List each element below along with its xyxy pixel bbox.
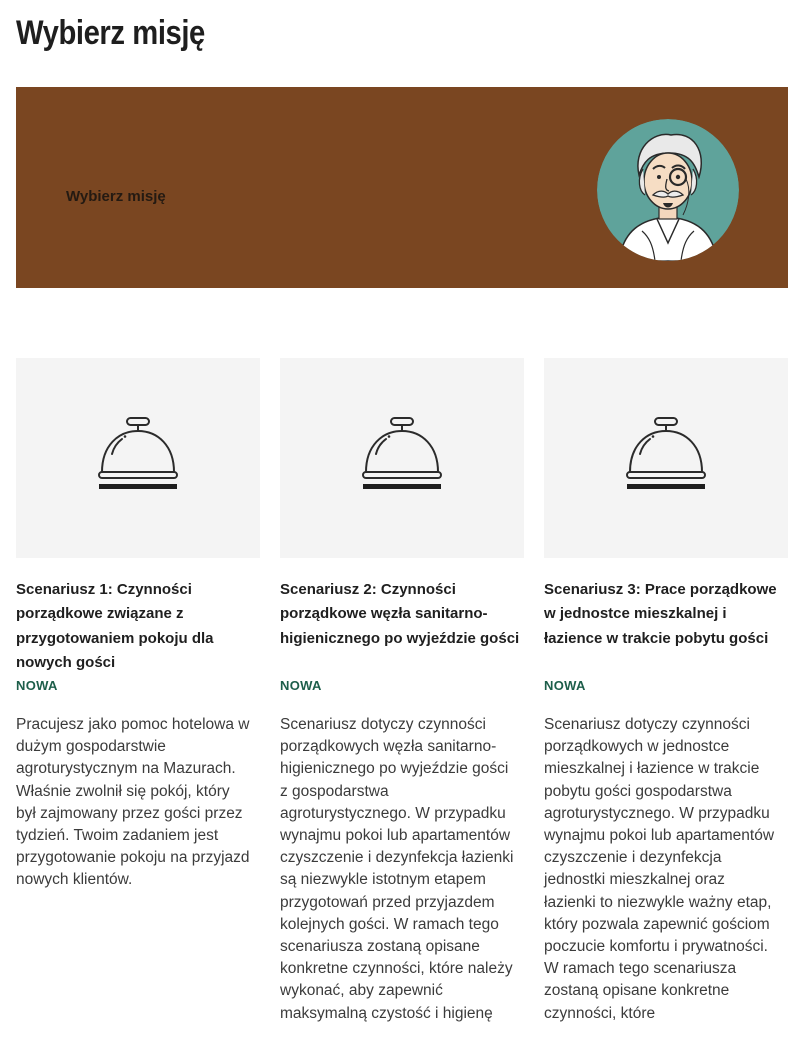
scenario-card-3[interactable] — [544, 358, 788, 1022]
card-title[interactable]: Scenariusz 2: Czynności porządkowe węzła sanitarno-higienicznego po wyjeździe gości — [280, 581, 520, 647]
card-title[interactable]: Scenariusz 1: Czynności porządkowe związane z przygotowaniem pokoju dla nowych gości — [16, 581, 214, 671]
banner-text: Wybierz misję — [66, 188, 166, 205]
card-image — [280, 358, 524, 558]
card-image — [544, 358, 788, 558]
card-description: Pracujesz jako pomoc hotelowa w dużym gospodarstwie agroturystycznym na Mazurach. Właśnie zwolnił się pokój, który był zajmowany przez gości przez tydzień. Twoim zadaniem jest przygotowanie pokoju na przyjazd nowych klientów. — [16, 716, 250, 889]
status-badge: NOWA — [544, 678, 586, 693]
scenario-card-2[interactable] — [280, 358, 524, 1022]
scenario-card-1[interactable] — [16, 358, 260, 889]
card-description: Scenariusz dotyczy czynności porządkowych węzła sanitarno-higienicznego po wyjeździe gości z gospodarstwa agroturystycznego. W przypadku wynajmu pokoi lub apartamentów czyszczenie i dezynfekcja łazienki są niezwykle istotnym etapem przygotowań przed przyjazdem kolejnych gości. W ramach tego scenariusza zostaną opisane konkretne czynności, które należy wykonać, aby zapewnić maksymalną czystość i higienę — [280, 716, 514, 1022]
status-badge: NOWA — [280, 678, 322, 693]
status-badge: NOWA — [16, 678, 58, 693]
card-description: Scenariusz dotyczy czynności porządkowych w jednostce mieszkalnej i łazience w trakcie pobytu gości gospodarstwa agroturystycznego. W przypadku wynajmu pokoi lub apartamentów czyszczenie i dezynfekcja jednostki mieszkalnej oraz łazienki to niezwykle ważny etap, który pozwala zapewnić gościom poczucie komfortu i prywatności. W ramach tego scenariusza zostaną opisane konkretne czynności, które — [544, 716, 775, 1022]
card-title[interactable]: Scenariusz 3: Prace porządkowe w jednostce mieszkalnej i łazience w trakcie pobytu gości — [544, 581, 777, 647]
chef-avatar-icon — [597, 119, 739, 261]
page-title: Wybierz misję — [16, 14, 205, 52]
cloche-icon — [362, 416, 442, 492]
card-image — [16, 358, 260, 558]
cloche-icon — [626, 416, 706, 492]
cloche-icon — [98, 416, 178, 492]
mission-banner — [16, 87, 788, 288]
